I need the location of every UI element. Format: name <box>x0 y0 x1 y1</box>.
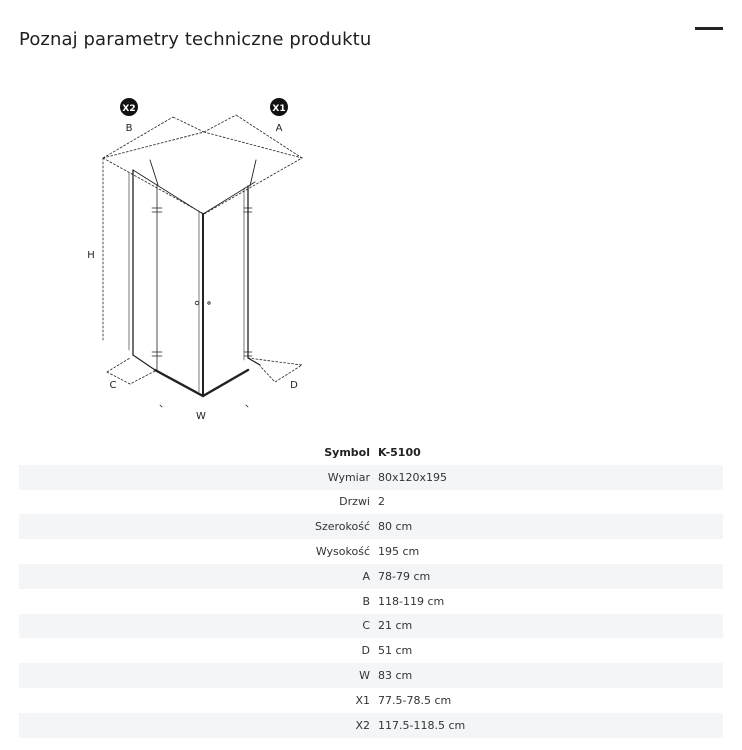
spec-key: Symbol <box>324 445 370 459</box>
spec-row <box>19 688 723 713</box>
dimension-label-b: B <box>125 123 133 134</box>
spec-table <box>19 440 723 738</box>
shower-dimension-diagram <box>70 90 330 430</box>
spec-row <box>19 589 723 614</box>
spec-value: 83 cm <box>374 663 723 688</box>
spec-value: 118-119 cm <box>378 594 445 608</box>
spec-key: Wysokość <box>315 545 370 559</box>
spec-row <box>19 539 723 564</box>
collapse-toggle-button[interactable] <box>695 18 723 40</box>
spec-key: Drzwi <box>339 495 370 509</box>
x1-badge <box>270 98 288 116</box>
spec-row <box>19 465 723 490</box>
spec-row <box>19 564 723 589</box>
spec-value: 117.5-118.5 cm <box>374 713 723 738</box>
x2-badge-label: X2 <box>122 104 136 114</box>
dimension-label-w: W <box>196 411 206 422</box>
spec-key: W <box>19 663 374 688</box>
spec-value: 77.5-78.5 cm <box>378 693 452 707</box>
dimension-label-a: A <box>275 123 283 134</box>
spec-value: 21 cm <box>374 614 723 639</box>
spec-value: 80 cm <box>374 514 723 539</box>
spec-row <box>19 638 723 663</box>
spec-row <box>19 490 723 515</box>
spec-value: 2 <box>378 495 385 509</box>
spec-value: 80x120x195 <box>374 465 723 490</box>
dimension-label-h: H <box>87 250 95 261</box>
spec-key: D <box>361 644 370 658</box>
spec-key: X1 <box>355 693 370 707</box>
spec-value: 195 cm <box>378 545 420 559</box>
spec-value: 78-79 cm <box>374 564 723 589</box>
spec-row <box>19 514 723 539</box>
x2-badge <box>120 98 138 116</box>
spec-key: Szerokość <box>19 514 374 539</box>
minus-icon <box>695 27 723 30</box>
spec-key: C <box>19 614 374 639</box>
spec-key: X2 <box>19 713 374 738</box>
spec-key: Wymiar <box>19 465 374 490</box>
dimension-label-d: D <box>290 380 298 391</box>
spec-key: A <box>19 564 374 589</box>
spec-value: 51 cm <box>378 644 413 658</box>
spec-key: B <box>362 594 370 608</box>
spec-row <box>19 663 723 688</box>
spec-row <box>19 614 723 639</box>
dimension-label-c: C <box>109 380 117 391</box>
spec-header-row <box>19 440 723 465</box>
spec-row <box>19 713 723 738</box>
spec-value: K-5100 <box>378 445 421 459</box>
x1-badge-label: X1 <box>272 104 286 114</box>
section-title: Poznaj parametry techniczne produktu <box>19 29 372 50</box>
